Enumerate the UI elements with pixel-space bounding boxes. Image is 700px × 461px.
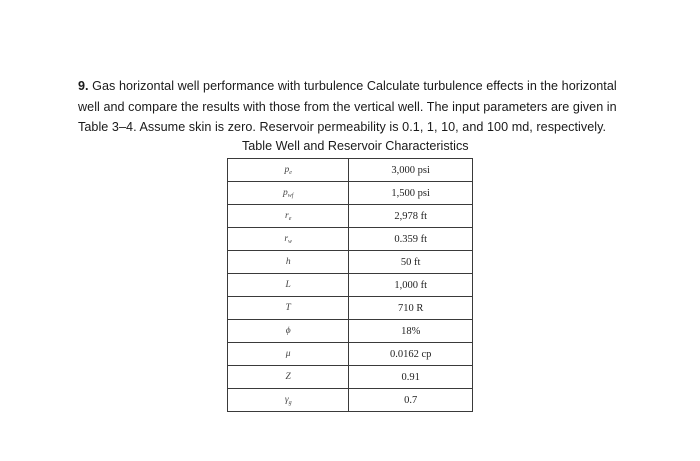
table-row [228, 389, 473, 412]
table-title: Table Well and Reservoir Characteristics [242, 139, 469, 153]
table-row [228, 205, 473, 228]
parameter-symbol: ϕ [228, 320, 349, 343]
parameter-symbol: $r_e$ [228, 205, 349, 228]
parameter-value: 0.7 [349, 389, 473, 412]
parameter-symbol: T [228, 297, 349, 320]
parameter-value: 50 ft [349, 251, 473, 274]
parameter-value: 710 R [349, 297, 473, 320]
parameter-symbol: Z [228, 366, 349, 389]
table-row [228, 297, 473, 320]
table-row [228, 182, 473, 205]
problem-text: Gas horizontal well performance with turbulence Calculate turbulence effects in the horizontal well and compare the results with those from the vertical well. The input parameters are given in Table 3–4. Assume skin is zero. Reservoir permeability is 0.1, 1, 10, and 100 md, respectively. [78, 79, 617, 134]
parameter-value: 0.91 [349, 366, 473, 389]
parameter-symbol: L [228, 274, 349, 297]
table-row [228, 366, 473, 389]
problem-statement [78, 76, 638, 138]
parameter-symbol: $r_w$ [228, 228, 349, 251]
parameter-symbol: $\gamma_g$ [228, 389, 349, 412]
parameter-value: 1,000 ft [349, 274, 473, 297]
well-reservoir-table [227, 158, 473, 412]
parameter-value: 2,978 ft [349, 205, 473, 228]
parameter-value: 0.359 ft [349, 228, 473, 251]
parameter-symbol: h [228, 251, 349, 274]
parameter-value: 1,500 psi [349, 182, 473, 205]
table-row [228, 343, 473, 366]
parameter-value: 0.0162 cp [349, 343, 473, 366]
parameter-symbol: μ [228, 343, 349, 366]
parameter-value: 18% [349, 320, 473, 343]
parameter-value: 3,000 psi [349, 159, 473, 182]
table-row [228, 159, 473, 182]
table-row [228, 251, 473, 274]
table-row [228, 320, 473, 343]
table-row [228, 274, 473, 297]
problem-number: 9. [78, 79, 89, 93]
parameter-symbol: $p_e$ [228, 159, 349, 182]
parameter-symbol: $p_{wf}$ [228, 182, 349, 205]
table-row [228, 228, 473, 251]
